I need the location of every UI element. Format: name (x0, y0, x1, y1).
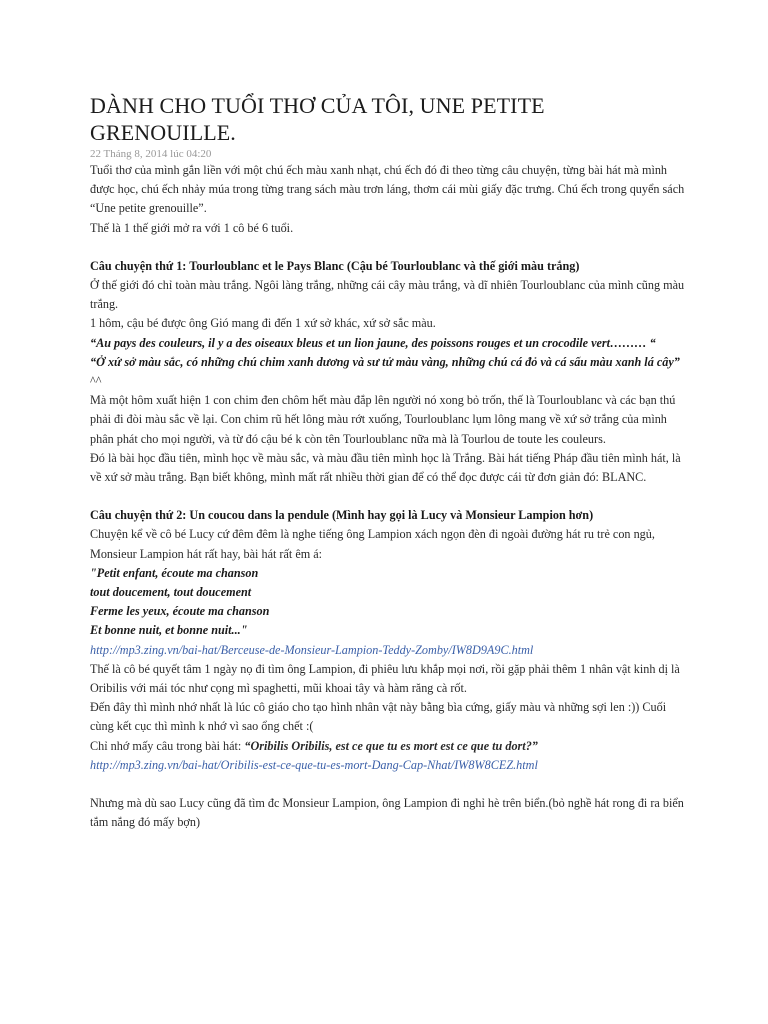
story-2-paragraph: Thế là cô bé quyết tâm 1 ngày nọ đi tìm ông Lampion, đi phiêu lưu khắp mọi nơi, rồi gặp phải thêm 1 nhân vật kinh dị là Oribilis với mái tóc như cọng mì spaghetti, mũi khoai tây và hàm răng cà rốt. (90, 661, 680, 696)
story-2-heading: Câu chuyện thứ 2: Un coucou dans la pendule (Mình hay gọi là Lucy và Monsieur Lampion hơn) (90, 508, 594, 523)
song-link-oribilis[interactable]: http://mp3.zing.vn/bai-hat/Oribilis-est-ce-que-tu-es-mort-Dang-Cap-Nhat/IW8W8CEZ.html (90, 757, 538, 772)
vietnamese-quote: “Ở xứ sở màu sắc, có những chú chim xanh dương và sư tử màu vàng, những chú cá đỏ và cá sấu màu xanh lá cây” (90, 354, 680, 369)
song-link-line (90, 641, 686, 660)
story-1-paragraph: Đó là bài học đầu tiên, mình học về màu sắc, và màu đầu tiên mình học là Trắng. Bài hát tiếng Pháp đầu tiên mình hát, là về xứ sở màu trắng. Bạn biết không, mình mất rất nhiều thời gian để có thể đọc được cái từ đơn giản đó: BLANC. (90, 450, 681, 485)
lyric-intro-text: Chỉ nhớ mấy câu trong bài hát: (90, 738, 245, 753)
vietnamese-quote-line (90, 353, 686, 391)
song-lyric-line: "Petit enfant, écoute ma chanson (90, 565, 259, 580)
intro-paragraph: Tuổi thơ của mình gắn liền với một chú ếch màu xanh nhạt, chú ếch đó đi theo từng câu chuyện, từng bài hát mà mình được học, chú ếch nhảy múa trong từng trang sách màu trơn láng, thơm cái mùi giấy đặc trưng. Chú ếch trong quyển sách “Une petite grenouille”. (90, 163, 685, 216)
note-article (90, 92, 686, 833)
spacer (90, 775, 686, 794)
spacer (90, 238, 686, 257)
song-link-berceuse[interactable]: http://mp3.zing.vn/bai-hat/Berceuse-de-Monsieur-Lampion-Teddy-Zomby/IW8D9A9C.html (90, 642, 534, 657)
story-1-paragraph: Mà một hôm xuất hiện 1 con chim đen chôm hết màu đắp lên người nó xong bỏ trốn, thế là Tourloublanc và các bạn thú phải đi đòi màu sắc về lại. Con chim rũ hết lông màu rớt xuống, Tourloublanc lụm lông mang về xứ sở trắng của mình phân phát cho mọi người, và từ đó cậu bé k còn tên Tourloublanc nữa mà là Tourlou de toute les couleurs. (90, 393, 676, 446)
story-2-paragraph (90, 737, 686, 756)
song-link-line (90, 756, 686, 775)
story-1-paragraph: Ở thế giới đó chỉ toàn màu trắng. Ngôi làng trắng, những cái cây màu trắng, và dĩ nhiên Tourloublanc của mình cũng màu trắng. (90, 278, 685, 312)
oribilis-lyric: “Oribilis Oribilis, est ce que tu es mort est ce que tu dort?” (244, 738, 538, 753)
intro-paragraph: Thế là 1 thế giới mở ra với 1 cô bé 6 tuổi. (90, 220, 294, 235)
french-quote: “Au pays des couleurs, il y a des oiseaux bleus et un lion jaune, des poissons rouges et un crocodile vert……… “ (90, 335, 656, 350)
story-2-paragraph: Nhưng mà dù sao Lucy cũng đã tìm đc Monsieur Lampion, ông Lampion đi nghỉ hè trên biển.(bỏ nghề hát rong đi ra biển tắm nắng đó mấy bợn) (90, 796, 684, 830)
spacer (90, 487, 686, 506)
story-2-paragraph: Đến đây thì mình nhớ nhất là lúc cô giáo cho tạo hình nhân vật này bằng bìa cứng, giấy màu và những sợi len :)) Cuối cùng kết cục thì mình k nhớ vì sao ổng chết :( (90, 700, 667, 734)
story-1-paragraph: 1 hôm, cậu bé được ông Gió mang đi đến 1 xứ sở khác, xứ sở sắc màu. (90, 316, 436, 331)
page-title: DÀNH CHO TUỔI THƠ CỦA TÔI, UNE PETITE GRENOUILLE. (90, 93, 545, 145)
emoticon-text: ^^ (90, 374, 102, 389)
song-lyric-line: Et bonne nuit, et bonne nuit..." (90, 623, 248, 638)
song-lyric-line: tout doucement, tout doucement (90, 585, 252, 600)
story-1-heading: Câu chuyện thứ 1: Tourloublanc et le Pays Blanc (Cậu bé Tourloublanc và thế giới màu trắng) (90, 258, 580, 273)
song-lyric-line: Ferme les yeux, écoute ma chanson (90, 604, 270, 619)
story-2-paragraph: Chuyện kể về cô bé Lucy cứ đêm đêm là nghe tiếng ông Lampion xách ngọn đèn đi ngoài đường hát ru trẻ con ngủ, Monsieur Lampion hát rất hay, bài hát rất êm á: (90, 527, 655, 561)
post-date: 22 Tháng 8, 2014 lúc 04:20 (90, 148, 212, 160)
